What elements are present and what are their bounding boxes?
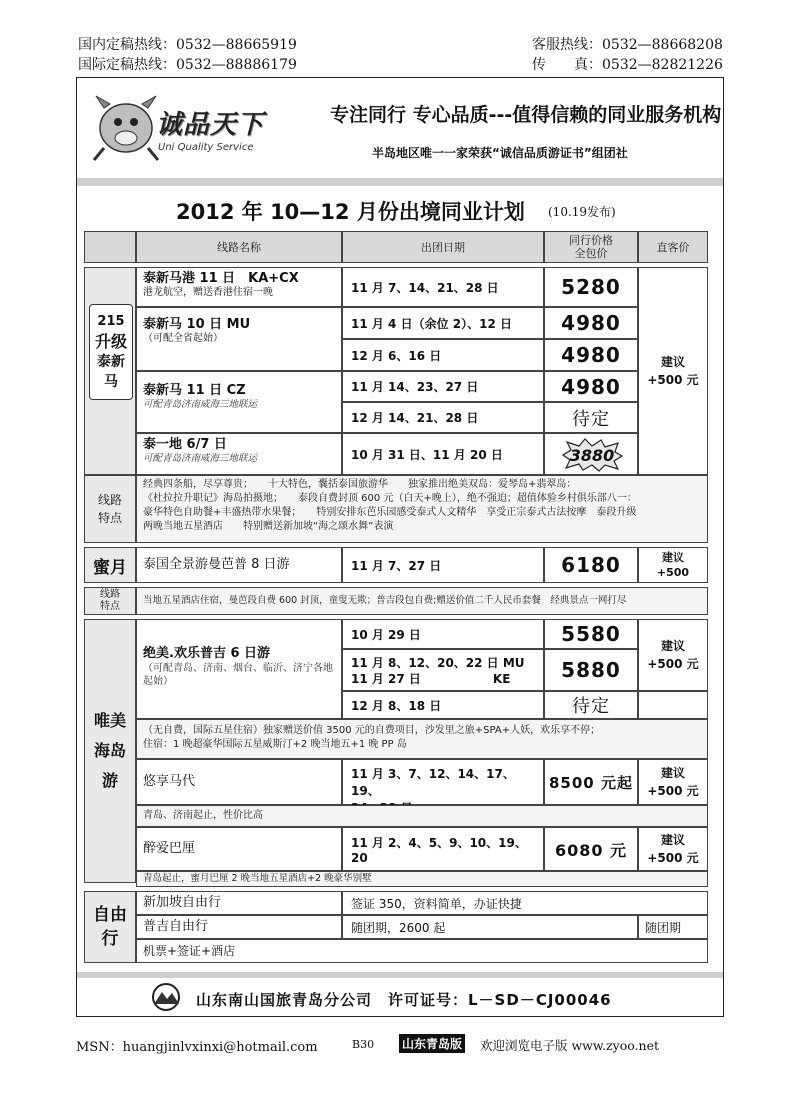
route-note: 港龙航空，赠送香港住宿一晚 [143, 287, 273, 298]
special-price: 3880 [569, 445, 615, 465]
route-thai-sg-my-hk [136, 267, 342, 307]
phuket-price-2: 5880 [544, 649, 638, 691]
features-line: 《杜拉拉升职记》海岛拍摄地； 泰段自费封顶 600 元（白天+晚上），绝不强迫；超值体验乡村俱乐部八一： [143, 493, 637, 504]
header-price [544, 231, 638, 263]
route-price: 4980 [544, 339, 638, 371]
tagline: 半岛地区唯一一家荣获“诚信品质游证书”组团社 [372, 146, 628, 160]
features-text [136, 475, 708, 543]
company-logo-icon [148, 982, 184, 1012]
empty-cell [638, 691, 708, 719]
island-label-line1: 唯美 [93, 711, 126, 730]
free-travel-extra: 随团期 [638, 915, 708, 939]
route-note: 可配青岛济南威海三地联运 [143, 399, 258, 410]
suggestion-label: 建议 [660, 766, 685, 780]
route-date: 11 月 4 日（余位 2）、12 日 [342, 307, 544, 339]
honeymoon-date: 11 月 7、27 日 [342, 547, 544, 583]
features-label-line1: 线路 [100, 589, 120, 600]
suggestion-label: 建议 [660, 355, 685, 369]
maldives-price: 8500 元起 [544, 759, 638, 805]
phuket-price-3: 待定 [544, 691, 638, 719]
route-date: 12 月 6、16 日 [342, 339, 544, 371]
header-price-line1: 同行价格 [569, 234, 613, 247]
free-travel-label [84, 891, 136, 963]
header-price-line2: 全包价 [574, 247, 608, 260]
honeymoon-label: 蜜月 [84, 547, 136, 583]
route-thai-sg-my-mu [136, 307, 342, 371]
route-note: （可配全省起始） [143, 333, 223, 344]
msn-contact: MSN：huangjinlvxinxi@hotmail.com [76, 1040, 318, 1055]
suggestion-label: 建议 [662, 551, 684, 564]
route-price: 4980 [544, 307, 638, 339]
route-name: 泰一地 6/7 日 [143, 437, 227, 452]
route-date: 11 月 7、14、21、28 日 [342, 267, 544, 307]
section-215-label [89, 304, 133, 400]
phuket-features [136, 719, 708, 759]
route-name: 泰新马 10 日 MU [143, 317, 251, 332]
maldives-suggestion [638, 759, 708, 805]
phuket-price-1: 5580 [544, 619, 638, 649]
phuket-date-3: 12 月 8、18 日 [342, 691, 544, 719]
features-line: 住宿：1 晚超豪华国际五星威斯汀+2 晚当地五+1 晚 PP 岛 [143, 739, 407, 750]
label-thai-sg: 泰新 [97, 354, 125, 370]
free-travel-label-line2: 行 [101, 929, 119, 949]
header-date: 出团日期 [342, 231, 544, 263]
page-number: B30 [352, 1038, 375, 1051]
page-title: 2012 年 10—12 月份出境同业计划 [176, 200, 525, 224]
phuket-date-1: 10 月 29 日 [342, 619, 544, 649]
suggestion-value: +500 元 [647, 657, 699, 671]
route-name: 泰新马 11 日 CZ [143, 383, 246, 398]
route-price: 待定 [544, 402, 638, 433]
label-upgrade: 升级 [94, 332, 127, 351]
island-label [84, 619, 136, 883]
free-travel-name: 新加坡自由行 [136, 891, 342, 915]
features-line: 两晚当地五星酒店 特别赠送新加坡“海之颂水舞”表演 [143, 521, 394, 532]
free-travel-detail: 签证 350，资料简单，办证快捷 [342, 891, 708, 915]
route-note: （可配青岛、济南、烟台、临沂、济宁各地起始） [143, 663, 333, 687]
route-date: 11 月 14、23、27 日 [342, 371, 544, 402]
island-label-line3: 游 [101, 771, 118, 790]
honeymoon-suggestion [638, 547, 708, 583]
date-line: 11 月 27 日 KE [351, 672, 511, 686]
features-label [84, 475, 136, 543]
features-line: （无自费，国际五星住宿）独家赠送价值 3500 元的自费项目，沙发里之旅+SPA+人妖，欢乐享不停； [143, 725, 601, 736]
header-route: 线路名称 [136, 231, 342, 263]
route-price: 4980 [544, 371, 638, 402]
maldives-route: 悠享马代 [136, 759, 342, 805]
suggestion-value: +500 [656, 566, 690, 579]
route-name: 绝美.欢乐普吉 6 日游 [143, 646, 271, 661]
service-hotline: 客服热线：0532—88668208 [532, 37, 723, 53]
bali-route: 醉爱巴厘 [136, 827, 342, 871]
fax-number: 传 真：0532—82821226 [532, 57, 723, 73]
route-price: 5280 [544, 267, 638, 307]
honeymoon-features-text: 当地五星酒店住宿，曼芭段自费 600 封顶，童叟无欺；普吉段包自费;赠送价值二千人民币套餐 经典景点一网打尽 [136, 587, 708, 615]
free-travel-label-line1: 自由 [93, 905, 127, 925]
label-215: 215 [97, 314, 125, 329]
honeymoon-route: 泰国全景游曼芭普 8 日游 [136, 547, 342, 583]
free-travel-name: 普吉自由行 [136, 915, 342, 939]
island-label-line2: 海岛 [93, 741, 126, 760]
suggestion-value: +500 元 [647, 851, 699, 865]
features-label-line2: 特点 [97, 511, 122, 525]
features-label-line2: 特点 [100, 601, 120, 612]
bali-date: 11 月 2、4、5、9、10、19、20 [342, 827, 544, 871]
route-name: 泰新马港 11 日 KA+CX [143, 271, 299, 286]
brand-logo [86, 86, 308, 164]
maldives-date [342, 759, 544, 805]
slogan: 专注同行 专心品质---值得信赖的同业服务机构 [330, 104, 722, 126]
edition-badge: 山东青岛版 [399, 1034, 465, 1053]
website-link[interactable]: 欢迎浏览电子版 www.zyoo.net [480, 1038, 659, 1053]
label-my: 马 [104, 374, 118, 390]
company-license: 山东南山国旅青岛分公司 许可证号：L－SD－CJ00046 [196, 991, 612, 1009]
header-divider [77, 178, 723, 186]
international-hotline: 国际定稿热线：0532—88886179 [78, 57, 297, 73]
date-line: 11 月 3、7、12、14、17、19、 [351, 767, 515, 798]
date-line: 11 月 8、12、20、22 日 MU [351, 656, 525, 670]
logo-subtitle: Uni Quality Service [158, 142, 254, 153]
suggestion-label: 建议 [660, 639, 685, 653]
features-label-line1: 线路 [97, 493, 122, 507]
route-thailand-only [136, 433, 342, 475]
features-line: 经典四条船，尽享尊贵； 十大特色，囊括泰国旅游华 独家推出绝美双岛：爱琴岛+翡翠岛： [143, 479, 577, 490]
free-travel-detail: 随团期，2600 起 [342, 915, 638, 939]
phuket-suggestion [638, 619, 708, 691]
footer-divider [77, 972, 723, 978]
route-note: 可配青岛济南威海三地联运 [143, 453, 258, 464]
phuket-date-2 [342, 649, 544, 691]
free-travel-name: 机票+签证+酒店 [136, 939, 708, 963]
header-direct: 直客价 [638, 231, 708, 263]
header-blank [84, 231, 136, 263]
maldives-note: 青岛、济南起止，性价比高 [136, 805, 708, 827]
honeymoon-features-label [84, 587, 136, 615]
domestic-hotline: 国内定稿热线：0532—88665919 [78, 37, 297, 53]
suggestion-label: 建议 [660, 833, 685, 847]
honeymoon-price: 6180 [544, 547, 638, 583]
route-date: 10 月 31 日、11 月 20 日 [342, 433, 544, 475]
bali-price: 6080 元 [544, 827, 638, 871]
bali-suggestion [638, 827, 708, 871]
direct-price-suggestion [638, 267, 708, 475]
suggestion-value: +500 元 [647, 784, 699, 798]
bali-note: 青岛起止，蜜月巴厘 2 晚当地五星酒店+2 晚豪华别墅 [136, 871, 708, 887]
route-date: 12 月 14、21、28 日 [342, 402, 544, 433]
suggestion-value: +500 元 [647, 373, 699, 387]
features-line: 豪华特色自助餐+丰盛热带水果餐； 特别安排东芭乐园感受泰式人文精华 享受正宗泰式古法按摩 泰段升级 [143, 507, 637, 518]
section-215-side [84, 267, 136, 475]
publish-note: (10.19发布) [548, 205, 616, 219]
logo-text: 诚品天下 [156, 110, 265, 140]
phuket-route [136, 619, 342, 719]
price-cell [544, 433, 638, 475]
route-thai-sg-my-cz [136, 371, 342, 433]
